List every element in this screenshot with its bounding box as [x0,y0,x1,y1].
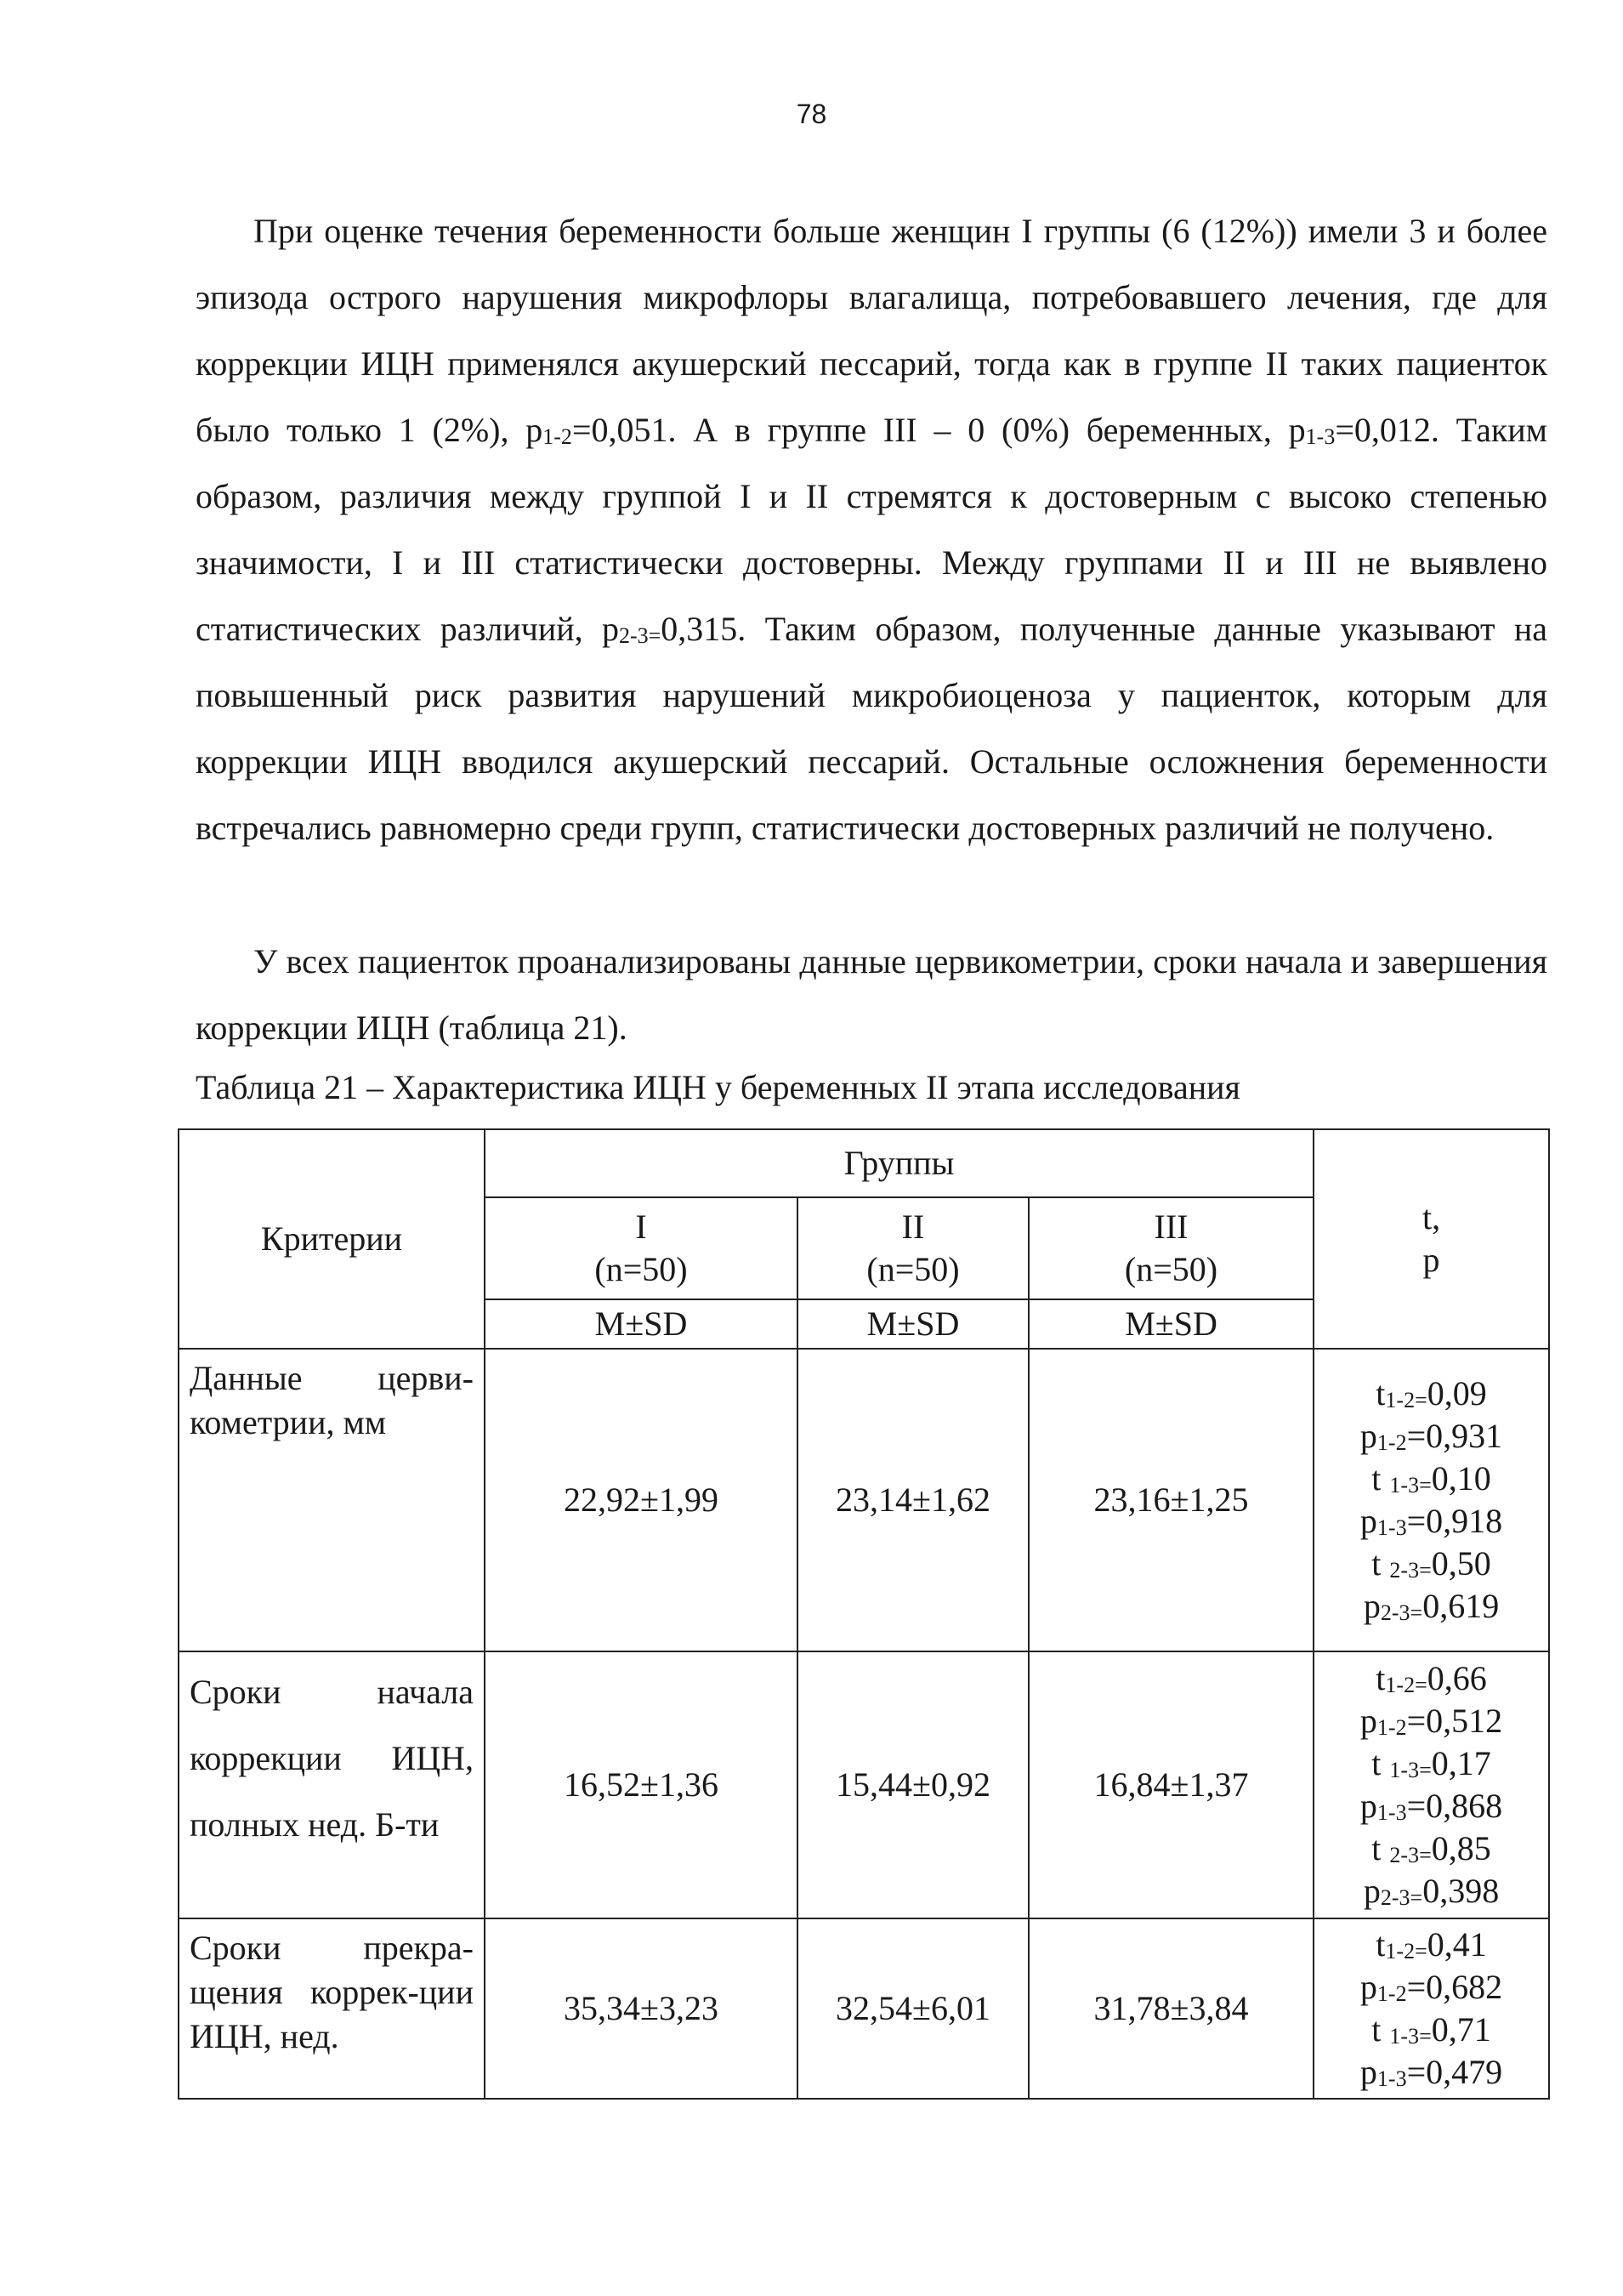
stat-line: $t_{1-2=}0,41$ [1376,1925,1487,1964]
para1-sub-3: 2-3= [618,623,661,648]
stat-line: $p_{1-3}=0,479$ [1359,2053,1503,2091]
stat-line: t $_{2-3=}$0,50 [1371,1544,1491,1583]
group-name: II [901,1208,925,1246]
value-cell: 16,52±1,36 [485,1651,797,1918]
stat-line: $p_{1-2}=0,931$ [1359,1417,1503,1455]
value-cell: 31,78±3,84 [1029,1918,1314,2099]
stats-cell [1314,1918,1549,2099]
group-name: III [1154,1208,1189,1246]
data-table [178,1128,1550,2100]
value-cell: 32,54±6,01 [797,1918,1029,2099]
group-n: (n=50) [1124,1250,1218,1288]
value-cell: 16,84±1,37 [1029,1651,1314,1918]
stat-line: t $_{1-3=}$0,17 [1371,1744,1491,1782]
table-row [179,1918,1549,2099]
table-caption: Таблица 21 – Характеристика ИЦН у беременных II этапа исследования [196,1068,1240,1106]
tp-header [1314,1129,1549,1349]
group-n: (n=50) [866,1250,960,1288]
stats-cell [1314,1651,1549,1918]
criteria-header: Критерии [179,1129,485,1349]
group-header [1029,1197,1314,1299]
stat-line: $p_{1-3}=0,918$ [1359,1502,1503,1540]
criterion-cell: Сроки прекра-щения коррек-ции ИЦН, нед. [179,1918,485,2099]
page-number: 78 [796,99,827,129]
groups-header: Группы [485,1129,1314,1197]
stat-line: t $_{1-3=}$0,71 [1371,2010,1491,2049]
stat-line: $p_{1-2}=0,512$ [1359,1702,1503,1740]
group-stat-header: M±SD [1029,1299,1314,1349]
para2-text: У всех пациенток проанализированы данные цервикометрии, сроки начала и завершения коррекции ИЦН (таблица 21). [196,942,1547,1047]
criterion-cell: Данные церви-кометрии, мм [179,1349,485,1651]
group-name: I [635,1208,647,1246]
stat-line: $t_{1-2=}0,66$ [1376,1659,1487,1697]
value-cell: 23,14±1,62 [797,1349,1029,1651]
paragraph-1 [196,198,1547,861]
para1-text-d: 0,315. Таким образом, полученные данные указывают на повышенный риск развития нарушений микробиоценоза у пациенток, которым для коррекции ИЦН вводился акушерский пессарий. Остальные осложнения беременности встречались равномерно среди групп, статистически достоверных различий не получено. [196,610,1547,847]
value-cell: 35,34±3,23 [485,1918,797,2099]
para1-text-b: =0,051. А в группе III – 0 (0%) беременных, p [571,411,1306,449]
para1-sub-2: 1-3 [1305,424,1336,449]
stat-line: $p_{2-3=}0,398$ [1363,1872,1500,1910]
para1-sub-1: 1-2 [542,424,572,449]
stat-line: t $_{2-3=}$0,85 [1371,1829,1491,1867]
group-n: (n=50) [594,1250,688,1288]
group-stat-header: M±SD [797,1299,1029,1349]
stat-line: $p_{1-2}=0,682$ [1359,1968,1503,2006]
stats-cell [1314,1349,1549,1651]
table-row [179,1349,1549,1651]
stat-line: t $_{1-3=}$0,10 [1371,1459,1491,1498]
stat-line: $p_{1-3}=0,868$ [1359,1787,1503,1825]
group-stat-header: M±SD [485,1299,797,1349]
group-header [797,1197,1029,1299]
tp-header-p: p [1422,1241,1440,1279]
table-row [179,1651,1549,1918]
value-cell: 15,44±0,92 [797,1651,1029,1918]
stat-line: $p_{2-3=}0,619$ [1363,1587,1500,1625]
criterion-cell: Сроки начала коррекции ИЦН, полных нед. Б-ти [179,1651,485,1918]
paragraph-2 [196,929,1547,1061]
group-header [485,1197,797,1299]
tp-header-t: t, [1422,1198,1441,1236]
table-header-row-1 [179,1129,1549,1197]
para1-text-c: =0,012. Таким образом, различия между группой I и II стремятся к достоверным с высоко степенью значимости, I и III статистически достоверны. Между группами II и III не выявлено статистических различий, p [196,411,1547,648]
stat-line: $t_{1-2=}0,09$ [1376,1374,1487,1412]
value-cell: 22,92±1,99 [485,1349,797,1651]
value-cell: 23,16±1,25 [1029,1349,1314,1651]
para1-text-a: При оценке течения беременности больше женщин I группы (6 (12%)) имели 3 и более эпизода острого нарушения микрофлоры влагалища, потребовавшего лечения, где для коррекции ИЦН применялся акушерский пессарий, тогда как в группе II таких пациенток было только 1 (2%), p [196,212,1547,449]
